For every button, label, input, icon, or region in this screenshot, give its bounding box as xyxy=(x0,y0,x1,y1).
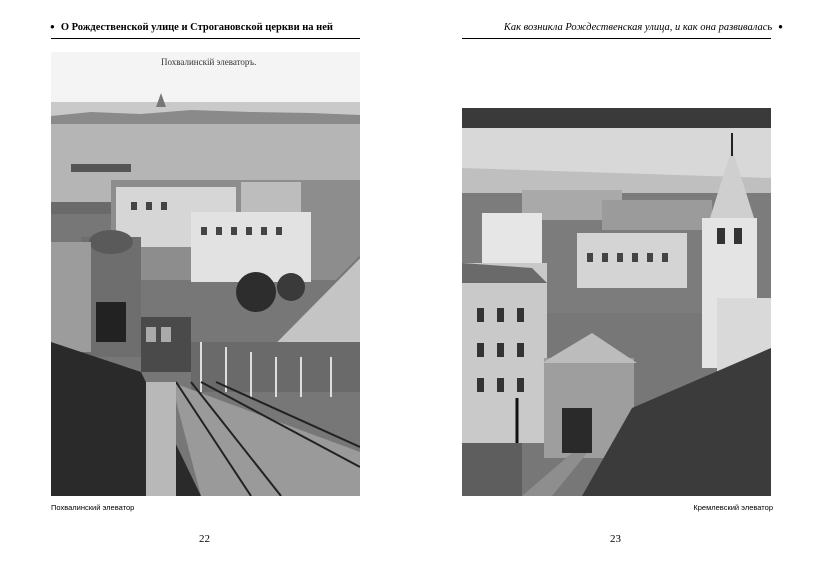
pokhvalinsky-photo-graphic xyxy=(51,52,360,496)
kremlin-elevator-photo xyxy=(462,108,771,496)
bullet-icon: ● xyxy=(778,22,783,31)
pokhvalinsky-elevator-photo xyxy=(51,52,360,496)
photo-inscription: Похвалинскiй элеваторъ. xyxy=(161,57,257,67)
kremlin-photo-graphic xyxy=(462,108,771,496)
left-photo-caption: Похвалинский элеватор xyxy=(51,503,135,512)
left-running-header xyxy=(50,20,333,35)
right-page-number: 23 xyxy=(610,533,621,545)
right-running-header xyxy=(504,20,783,35)
right-photo-caption: Кремлевский элеватор xyxy=(693,503,773,512)
left-header-text: О Рождественской улице и Строгановской церкви на ней xyxy=(60,22,333,33)
right-page xyxy=(411,0,822,567)
bullet-icon: ● xyxy=(50,22,55,31)
left-header-rule xyxy=(51,38,360,39)
right-header-text: Как возникла Рождественская улица, и как она развивалась xyxy=(503,22,773,33)
left-page-number: 22 xyxy=(199,533,210,545)
right-header-rule xyxy=(462,38,771,39)
